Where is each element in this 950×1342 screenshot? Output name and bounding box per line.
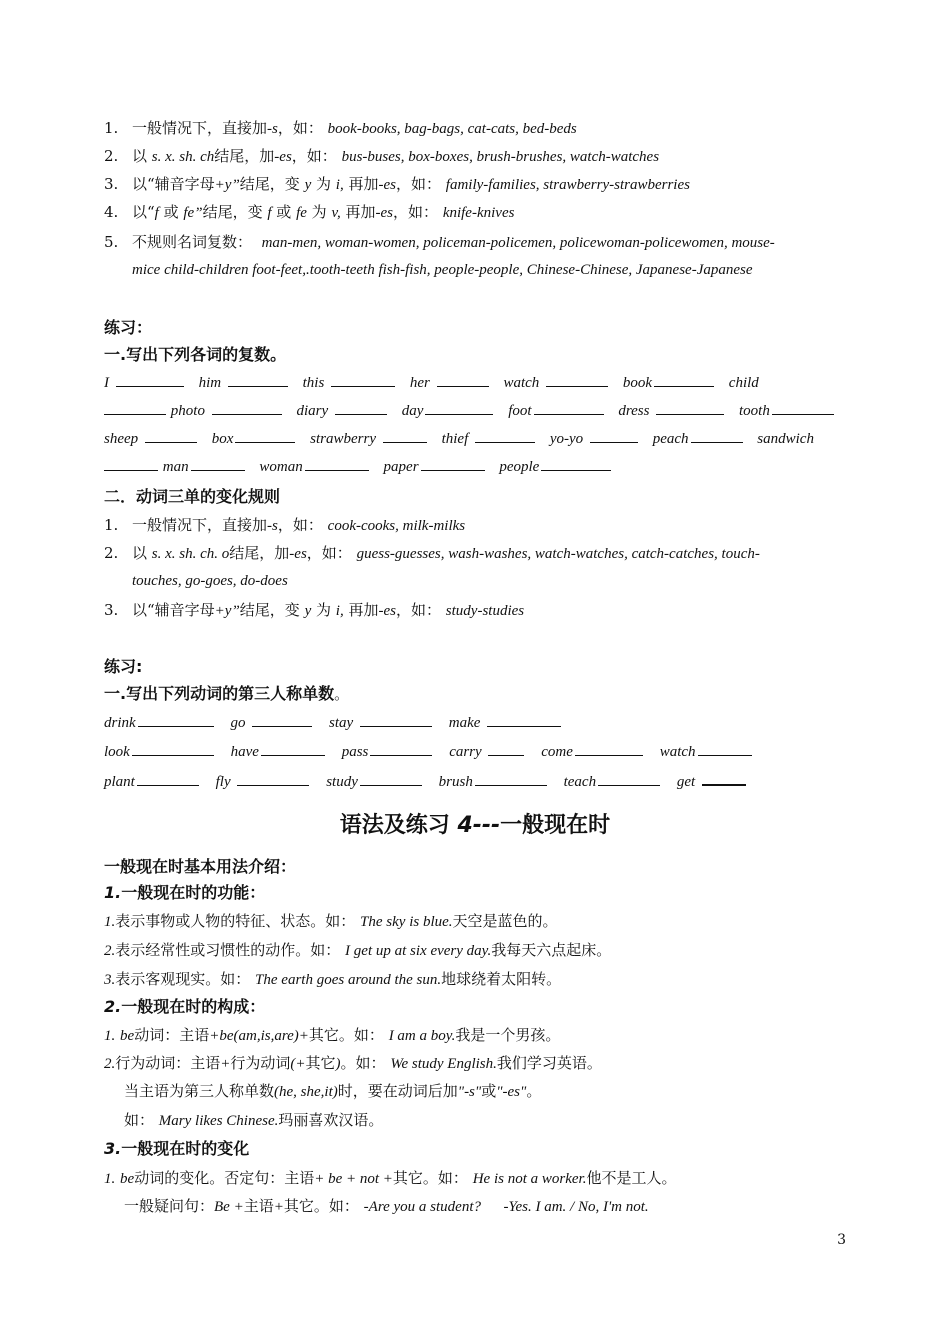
- exercise-word: her: [409, 375, 430, 391]
- exercise-word: get: [676, 774, 696, 790]
- practice1-row-3: [104, 428, 824, 449]
- exercise-word: watch: [659, 744, 696, 760]
- note-text: 当主语为第三人称单数: [124, 1082, 275, 1100]
- heading-text: 一般现在时的功能：: [121, 883, 266, 902]
- exercise-word: fly: [215, 774, 231, 790]
- item-text: 。如：: [340, 1054, 386, 1072]
- item-term: be: [120, 1028, 135, 1044]
- item-text: 其它。如：: [308, 1026, 384, 1044]
- exercise-item: [104, 771, 199, 792]
- note-suffix: "-s": [457, 1084, 482, 1100]
- form-heading: [104, 997, 265, 1017]
- answer-blank[interactable]: [191, 456, 245, 471]
- rule-text: ，如：: [277, 516, 323, 534]
- answer-blank[interactable]: [360, 771, 422, 786]
- rule-text: ，如：: [396, 175, 442, 193]
- exercise-word: make: [448, 715, 481, 731]
- item-formula: +: [220, 1056, 231, 1072]
- rule-ending: +y”: [214, 177, 240, 193]
- verb-rule-2: [104, 543, 760, 564]
- practice2-row-3: [104, 770, 756, 792]
- form-1: [104, 1025, 560, 1046]
- practice1-row-4: [104, 456, 621, 477]
- rule-text: 结尾，加: [214, 147, 275, 165]
- practice2-heading: 练习:: [104, 657, 143, 676]
- rule-number: 2.: [104, 147, 119, 165]
- exercise-word: diary: [296, 403, 329, 419]
- answer-blank[interactable]: [488, 741, 524, 756]
- exercise-word: woman: [259, 459, 303, 475]
- title-text: 一般现在时: [500, 813, 611, 838]
- practice1-row-2: [104, 400, 844, 421]
- rule-text: 或: [271, 203, 297, 221]
- rule-number: 4.: [104, 203, 119, 221]
- answer-blank[interactable]: [237, 771, 309, 786]
- change-1: [104, 1168, 676, 1189]
- exercise-item: [342, 741, 433, 762]
- exercise-item: [104, 400, 282, 421]
- item-example: The sky is blue.: [360, 914, 453, 930]
- rule-number: 3.: [104, 601, 119, 619]
- plural-rule-4: [104, 202, 514, 223]
- rule-text: 以“辅音字母: [132, 601, 215, 619]
- item-text: 其它。如：: [392, 1169, 468, 1187]
- exercise-item: [384, 456, 485, 477]
- answer-blank[interactable]: [475, 771, 547, 786]
- note-text: 或: [481, 1082, 497, 1100]
- answer-blank[interactable]: [421, 456, 485, 471]
- practice2-row-1: [104, 712, 571, 733]
- task-text: 一.写出下列动词的第三人称单数: [104, 684, 335, 703]
- exercise-word: box: [211, 431, 234, 447]
- answer-blank[interactable]: [212, 400, 282, 415]
- exercise-item: [550, 428, 638, 449]
- rule-text: 为: [306, 203, 332, 221]
- rule-text: 再加: [340, 203, 376, 221]
- exercise-word: plant: [104, 774, 135, 790]
- item-formula: + be + not +: [314, 1171, 393, 1187]
- rule-example: bus-buses, box-boxes, brush-brushes, watch-watches: [341, 149, 660, 165]
- item-number: 1.: [104, 1028, 116, 1044]
- rule-text: 再加: [343, 601, 379, 619]
- title-text: 语法及练习: [339, 813, 458, 838]
- exercise-word: sandwich: [757, 431, 814, 447]
- rule-example: knife-knives: [442, 205, 515, 221]
- answer-blank[interactable]: [654, 372, 714, 387]
- exercise-item: [757, 428, 814, 449]
- item-term: be: [120, 1171, 135, 1187]
- answer-blank[interactable]: [702, 770, 746, 786]
- rule-example: guess-guesses, wash-washes, watch-watches, catch-catches, touch-: [356, 546, 760, 562]
- exercise-word: him: [198, 375, 222, 391]
- rule-number: 1.: [104, 119, 119, 137]
- exercise-word: stay: [329, 715, 354, 731]
- exercise-item: [402, 400, 494, 421]
- exercise-word: book: [622, 375, 653, 391]
- exercise-item: [449, 712, 561, 733]
- exercise-word: foot: [508, 403, 532, 419]
- answer-blank[interactable]: [104, 456, 158, 471]
- exercise-word: this: [302, 375, 325, 391]
- exercise-item: [216, 771, 310, 792]
- rule-text: 以: [132, 544, 152, 562]
- heading-number: 3.: [104, 1139, 122, 1158]
- title-number: 4---: [457, 813, 501, 838]
- exercise-item: [104, 372, 184, 393]
- item-translation: 天空是蓝色的。: [452, 912, 558, 930]
- item-text: 行为动词: [230, 1054, 291, 1072]
- exercise-word: have: [230, 744, 259, 760]
- item-number: 1.: [104, 1171, 116, 1187]
- exercise-word: sheep: [104, 431, 139, 447]
- rule-text: 一般情况下，直接加: [132, 119, 268, 137]
- answer-blank[interactable]: [698, 741, 752, 756]
- answer-blank[interactable]: [598, 771, 660, 786]
- practice1-task: 一.写出下列各词的复数。: [104, 345, 287, 364]
- rule-text: ，如：: [396, 601, 442, 619]
- exercise-item: [508, 400, 603, 421]
- item-text: 行为动词：主语: [115, 1054, 221, 1072]
- rule-text: ，如：: [306, 544, 352, 562]
- rule-example: man-men, woman-women, policeman-policemen, policewoman-policewomen, mouse-: [261, 235, 775, 251]
- answer-blank[interactable]: [590, 428, 638, 443]
- exercise-item: [104, 712, 214, 733]
- rule-letter: fe: [296, 205, 307, 221]
- exercise-word: study: [326, 774, 358, 790]
- item-text: 表示客观现实。如：: [115, 970, 251, 988]
- exercise-item: [212, 428, 296, 449]
- exercise-word: tooth: [739, 403, 770, 419]
- note-suffix: "-es": [496, 1084, 527, 1100]
- rule-suffix: -es: [274, 149, 292, 165]
- rule-text: 以: [132, 147, 152, 165]
- answer-blank[interactable]: [360, 712, 432, 727]
- exercise-word: brush: [438, 774, 473, 790]
- answer-blank[interactable]: [235, 428, 295, 443]
- rule-text: 结尾，变: [239, 175, 305, 193]
- rule-letter: i,: [335, 177, 344, 193]
- answer-blank[interactable]: [541, 456, 611, 471]
- answer-blank[interactable]: [116, 372, 184, 387]
- exercise-item: [231, 741, 325, 762]
- exercise-word: people: [499, 459, 540, 475]
- exercise-item: [739, 400, 834, 421]
- section-title: [0, 808, 950, 839]
- exercise-word: day: [401, 403, 424, 419]
- exercise-word: drink: [104, 715, 136, 731]
- rule-text: 再加: [343, 175, 379, 193]
- exercise-word: paper: [383, 459, 419, 475]
- exercise-word: watch: [503, 375, 540, 391]
- change-1-question: [104, 1196, 649, 1217]
- item-formula: Be +: [214, 1199, 244, 1215]
- item-translation: 我们学习英语。: [496, 1054, 602, 1072]
- answer-blank[interactable]: [331, 372, 395, 387]
- rule-example: mice child-children foot-feet,.tooth-teeth fish-fish, people-people, Chinese-Chinese, Japanese-Japanese: [132, 262, 753, 278]
- exercise-item: [259, 456, 368, 477]
- heading-text: 一般现在时的变化: [121, 1139, 250, 1158]
- exercise-item: [449, 741, 524, 762]
- rule-text: ，如：: [291, 147, 337, 165]
- exercise-item: [104, 456, 245, 477]
- verb-rule-2-cont: [104, 570, 288, 591]
- item-example: He is not a worker.: [472, 1171, 587, 1187]
- function-2: [104, 940, 611, 961]
- note-text: 。: [526, 1082, 542, 1100]
- rule-text: 以“辅音字母: [132, 175, 215, 193]
- item-number: 2.: [104, 943, 116, 959]
- answer-blank[interactable]: [546, 372, 608, 387]
- rule-text: 以“: [132, 203, 155, 221]
- item-formula: ): [335, 1056, 341, 1072]
- rule-suffix: -es: [289, 546, 307, 562]
- practice1-heading: 练习：: [104, 318, 153, 337]
- heading-number: 1.: [104, 883, 122, 902]
- rule-ending: s. x. sh. ch. o: [151, 546, 230, 562]
- item-text: 主语: [243, 1197, 274, 1215]
- exercise-item: [503, 372, 608, 393]
- rule-letter: v,: [331, 205, 341, 221]
- item-text: 表示事物或人物的特征、状态。如：: [115, 912, 356, 930]
- plural-rule-3: [104, 174, 690, 195]
- exercise-item: [104, 428, 197, 449]
- rule-ending: s. x. sh. ch: [151, 149, 215, 165]
- rule-text: 为: [311, 175, 336, 193]
- rule-text: 不规则名词复数：: [132, 233, 253, 251]
- rule-text: 结尾，变: [239, 601, 305, 619]
- item-text: 其它。如：: [283, 1197, 359, 1215]
- exercise-word: go: [230, 715, 246, 731]
- rule-text: ，如：: [277, 119, 323, 137]
- exercise-item: [310, 428, 427, 449]
- plural-rule-5-cont: [104, 259, 753, 280]
- verb-rule-1: [104, 515, 465, 536]
- answer-blank[interactable]: [261, 741, 325, 756]
- answer-blank[interactable]: [104, 400, 166, 415]
- item-example: I get up at six every day.: [345, 943, 492, 959]
- answer-blank[interactable]: [437, 372, 489, 387]
- item-translation: 他不是工人。: [586, 1169, 677, 1187]
- item-translation: 地球绕着太阳转。: [441, 970, 562, 988]
- note-text: 时，要在动词后加: [337, 1082, 458, 1100]
- form-2-note: [104, 1081, 541, 1102]
- rule-example: family-families, strawberry-strawberries: [445, 177, 690, 193]
- exercise-item: [729, 372, 759, 393]
- heading-text: 一般现在时的构成：: [121, 997, 266, 1016]
- answer-blank[interactable]: [138, 712, 214, 727]
- exercise-item: [104, 741, 214, 762]
- exercise-item: [660, 741, 752, 762]
- exercise-word: teach: [563, 774, 597, 790]
- item-number: 1.: [104, 914, 116, 930]
- item-example: I am a boy.: [388, 1028, 456, 1044]
- exercise-word: pass: [341, 744, 369, 760]
- answer-blank[interactable]: [475, 428, 535, 443]
- exercise-word: thief: [441, 431, 469, 447]
- exercise-word: child: [728, 375, 759, 391]
- exercise-word: photo: [170, 403, 205, 419]
- answer-blank[interactable]: [228, 372, 288, 387]
- exercise-item: [439, 771, 547, 792]
- answer-blank[interactable]: [772, 400, 834, 415]
- item-text: 动词：主语: [134, 1026, 210, 1044]
- rule-example: cook-cooks, milk-milks: [327, 518, 466, 534]
- item-text: 动词的变化。否定句：主语: [134, 1169, 315, 1187]
- rule-number: 3.: [104, 175, 119, 193]
- function-1: [104, 911, 558, 932]
- exercise-item: [618, 400, 724, 421]
- item-number: 2.: [104, 1056, 116, 1072]
- exercise-item: [541, 741, 643, 762]
- rule-letter: f: [154, 205, 159, 221]
- rule-text: 一般情况下，直接加: [132, 516, 268, 534]
- rule-text: 结尾，加: [229, 544, 290, 562]
- answer-blank[interactable]: [534, 400, 604, 415]
- note-pronouns: (he, she,it): [274, 1084, 338, 1100]
- heading-number: 2.: [104, 997, 122, 1016]
- rule-number: 5.: [104, 233, 119, 251]
- rule-suffix: -es: [375, 205, 394, 221]
- answer-blank[interactable]: [383, 428, 427, 443]
- item-example: Mary likes Chinese.: [158, 1113, 279, 1129]
- form-2: [104, 1053, 602, 1074]
- function-heading: [104, 883, 265, 903]
- item-number: 3.: [104, 972, 116, 988]
- rule-suffix: -es: [378, 603, 396, 619]
- exercise-item: [410, 372, 489, 393]
- rule-text: 结尾，变: [202, 203, 268, 221]
- answer-blank[interactable]: [691, 428, 743, 443]
- task-punct: 。: [334, 685, 350, 703]
- change-heading: [104, 1139, 249, 1159]
- function-3: [104, 969, 561, 990]
- exercise-item: [329, 712, 432, 733]
- verb-rule-3: [104, 600, 524, 621]
- exercise-word: strawberry: [310, 431, 377, 447]
- rule-example: touches, go-goes, do-does: [132, 573, 288, 589]
- exercise-word: come: [541, 744, 573, 760]
- item-text: 表示经常性或习惯性的动作。如：: [115, 941, 341, 959]
- exercise-word: look: [104, 744, 130, 760]
- rule-suffix: -s: [267, 121, 278, 137]
- answer-blank[interactable]: [137, 771, 199, 786]
- answer-blank[interactable]: [370, 741, 432, 756]
- verb-section-heading: 二．动词三单的变化规则: [104, 487, 281, 506]
- exercise-item: [230, 712, 312, 733]
- rule-suffix: -s: [267, 518, 278, 534]
- item-translation: 我是一个男孩。: [455, 1026, 561, 1044]
- exercise-word: yo-yo: [549, 431, 584, 447]
- rule-ending: +y”: [214, 603, 240, 619]
- plural-rule-5: [104, 232, 775, 253]
- item-formula: +: [273, 1199, 284, 1215]
- exercise-word: peach: [652, 431, 689, 447]
- rule-letter: y: [304, 603, 312, 619]
- rule-suffix: -es: [378, 177, 396, 193]
- rule-text: ，如：: [393, 203, 439, 221]
- example-label: 如：: [124, 1111, 155, 1129]
- exercise-word: dress: [618, 403, 650, 419]
- exercise-item: [326, 771, 422, 792]
- answer-blank[interactable]: [252, 712, 312, 727]
- practice1-row-1: [104, 372, 769, 393]
- exercise-item: [442, 428, 535, 449]
- answer-blank[interactable]: [656, 400, 724, 415]
- exercise-item: [623, 372, 714, 393]
- rule-number: 1.: [104, 516, 119, 534]
- rule-letter: y: [304, 177, 312, 193]
- rule-number: 2.: [104, 544, 119, 562]
- item-formula: (+: [290, 1056, 306, 1072]
- rule-letter: f: [267, 205, 272, 221]
- answer-blank[interactable]: [575, 741, 643, 756]
- exercise-item: [303, 372, 395, 393]
- rule-letter: i,: [335, 603, 344, 619]
- item-example: -Are you a student? -Yes. I am. / No, I'm not.: [363, 1199, 649, 1215]
- rule-example: study-studies: [445, 603, 525, 619]
- item-translation: 我每天六点起床。: [491, 941, 612, 959]
- item-translation: 玛丽喜欢汉语。: [278, 1111, 384, 1129]
- page-number: 3: [837, 1232, 846, 1248]
- form-2-example: [104, 1110, 383, 1131]
- rule-letter: fe”: [183, 205, 203, 221]
- answer-blank[interactable]: [487, 712, 561, 727]
- plural-rule-2: [104, 146, 659, 167]
- item-formula: +be(am,is,are)+: [209, 1028, 309, 1044]
- answer-blank[interactable]: [132, 741, 214, 756]
- answer-blank[interactable]: [425, 400, 493, 415]
- exercise-item: [199, 372, 288, 393]
- rule-text: 或: [158, 203, 184, 221]
- exercise-item: [653, 428, 743, 449]
- exercise-item: [499, 456, 611, 477]
- intro-heading: 一般现在时基本用法介绍：: [104, 857, 297, 876]
- practice2-task: [104, 684, 349, 704]
- answer-blank[interactable]: [335, 400, 387, 415]
- item-text: 其它: [305, 1054, 336, 1072]
- exercise-item: [677, 770, 746, 792]
- exercise-item: [297, 400, 387, 421]
- item-text: 一般疑问句：: [124, 1197, 215, 1215]
- exercise-item: [564, 771, 660, 792]
- practice2-row-2: [104, 741, 762, 762]
- answer-blank[interactable]: [145, 428, 197, 443]
- exercise-word: carry: [449, 744, 482, 760]
- item-example: The earth goes around the sun.: [255, 972, 442, 988]
- rule-example: book-books, bag-bags, cat-cats, bed-beds: [327, 121, 577, 137]
- exercise-word: man: [162, 459, 189, 475]
- plural-rule-1: [104, 118, 577, 139]
- answer-blank[interactable]: [305, 456, 369, 471]
- item-example: We study English.: [390, 1056, 497, 1072]
- rule-text: 为: [311, 601, 336, 619]
- exercise-word: I: [104, 375, 109, 391]
